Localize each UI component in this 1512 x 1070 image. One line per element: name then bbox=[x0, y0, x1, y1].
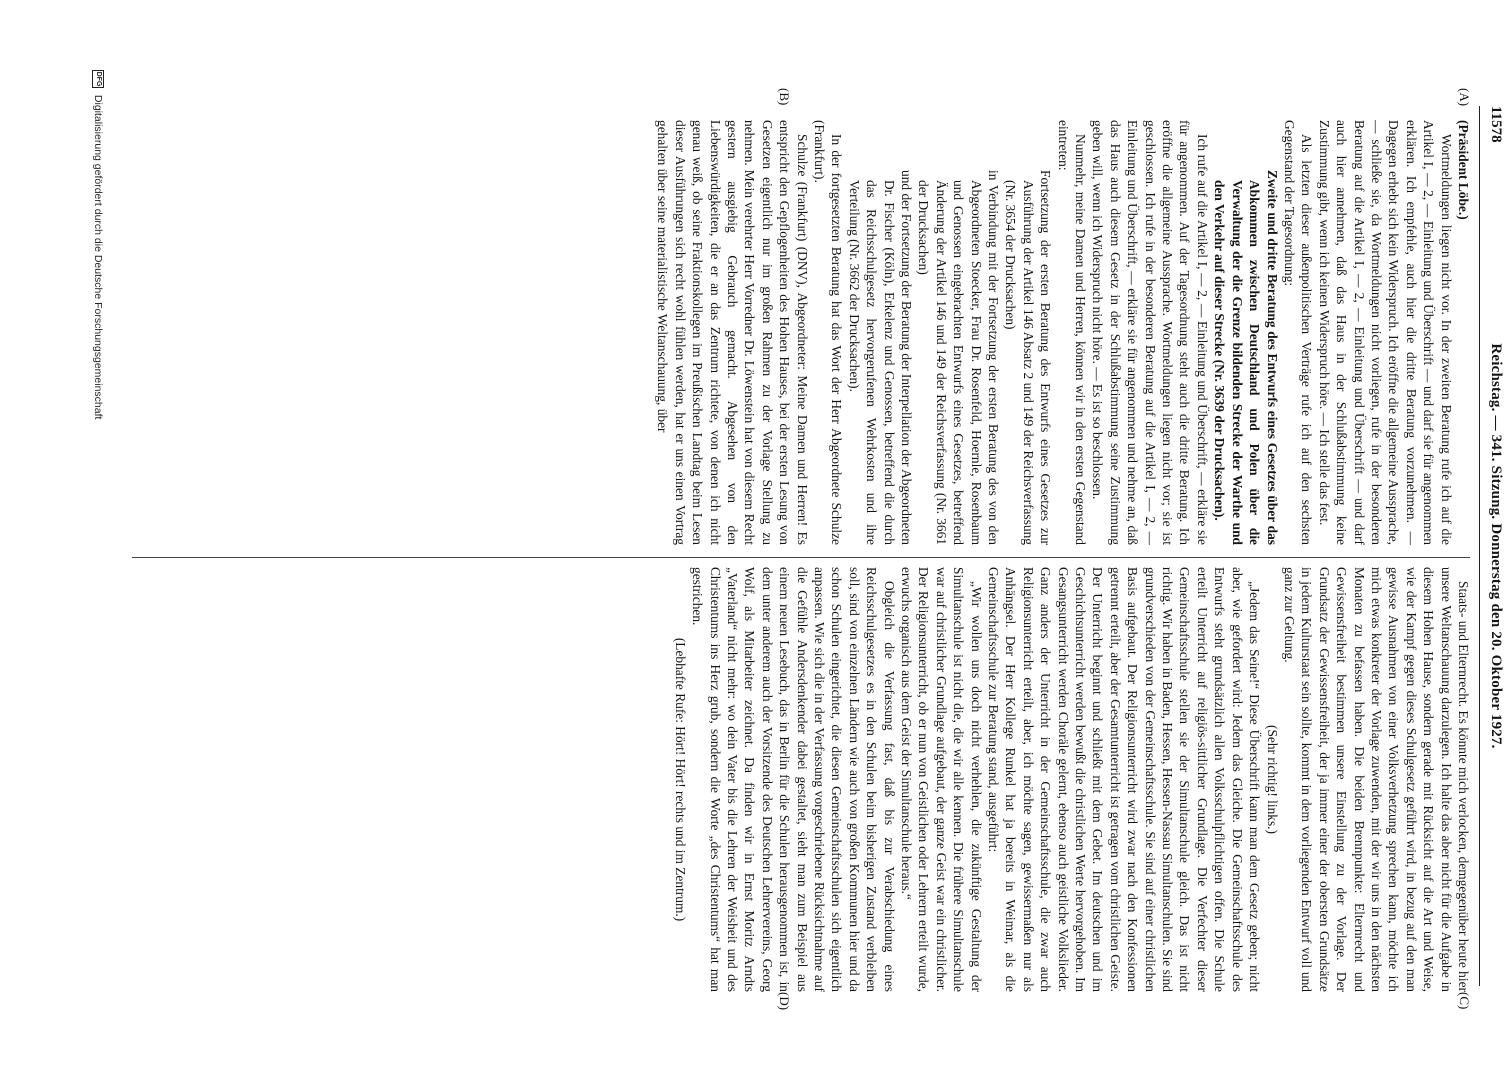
paragraph: in Verbindung mit der Fortsetzung der ersten Beratung des von den Abgeordneten Stoecker, Frau Dr. Rosenfeld, Hoernle, Rosenbaum und Genossen eingebrachten Entwurfs eines Gesetzes, betreffend Änderung der Artikel 146 und 149 der Reichsverfassung (Nr. 3661 der Drucksachen) bbox=[916, 170, 1002, 545]
margin-marker-b: (B) bbox=[777, 88, 792, 106]
scanned-page bbox=[78, 70, 1512, 1070]
left-text-column bbox=[654, 120, 1472, 545]
page-header bbox=[1482, 106, 1508, 986]
header-rule bbox=[1479, 106, 1480, 986]
paragraph: Schulze (Frankfurt) (DNV), Abgeordneter: Meine Damen und Herren! Es entspricht den Gepflogenheiten des Hohen Hauses, bei der ersten Lesung von Gesetzen eigentlich nur im großen Rahmen zu der Vorlage Stellung zu nehmen. Mein verehrter Herr Vorredner Dr. Löwenstein hat von diesem Recht gestern ausgiebig Gebrauch gemacht. Abgesehen von den Liebenswürdigkeiten, die er an das Zentrum richtete, von denen ich nicht genau weiß, ob seine Fraktionskollegen im Preußischen Landtag beim Lesen dieser Ausführungen sich recht wohl fühlen werden, hat er uns einen Vortrag gehalten über seine materialistische Weltanschauung, über bbox=[655, 120, 810, 545]
paragraph: „Jedem das Seine!“ Diese Überschrift kann man dem Gesetz geben; nicht aber, wie gefordert wird: Jedem das Gleiche. Die Gemeinschaftsschule des Entwurfs steht grundsätzlich allen Volksschulpflichtigen offen. Die Schule erteilt Unterricht auf religiös-sittlicher Grundlage. Die Verfechter dieser Gemeinschaftsschule stellen sie der Simultanschule gleich. Das ist nicht richtig. Wir haben in Baden, Hessen, Hessen-Nassau Simultanschulen. Sie sind grundverschieden von der Gemeinschaftsschule. Sie sind auf einer christlichen Basis aufgebaut. Der Religionsunterricht wird zwar nach den Konfessionen getrennt erteilt, aber der Gesamtunterricht ist getragen vom christlichen Geiste. Der Unterricht beginnt und schließt mit dem Gebet. Im deutschen und im Geschichtsunterricht werden bewußt die christlichen Werte hervorgehoben. Im Gesangsunterricht werden Choräle gelernt, ebenso auch geistliche Volkslieder. Ganz anders der Unterricht in der Gemeinschaftsschule, die zwar auch Religionsunterricht erteilt, aber, ich möchte sagen, gewissermaßen nur als Anhängsel. Der Herr Kollege Runkel hat ja bereits in Weimar, als die Gemeinschaftsschule zur Beratung stand, ausgeführt: bbox=[986, 567, 1263, 992]
paragraph: „Wir wollen uns doch nicht verhehlen, die zukünftige Gestaltung der Simultanschule ist nicht die, die wir alle kennen. Die frühere Simultanschule war auf christlicher Grundlage aufgebaut, der ganze Geist war ein christlicher. Der Religionsunterricht, ob er nun von Geistlichen oder Lehrern erteilt wurde, erwuchs organisch aus dem Geist der Simultanschule heraus.“ bbox=[899, 567, 984, 992]
paragraph: (Lebhafte Rufe: Hört! Hört! rechts und im Zentrum.) bbox=[672, 637, 688, 922]
page-number: 11578 bbox=[1488, 106, 1504, 143]
credit-text: Digitalisierung gefördert durch die Deutsche Forschungsgemeinschaft bbox=[92, 94, 104, 420]
margin-marker-a: (A) bbox=[1457, 88, 1472, 107]
paragraph: In der fortgesetzten Beratung hat das Wort der Herr Abgeordnete Schulze (Frankfurt). bbox=[811, 120, 845, 545]
paragraph: (Sehr richtig! links.) bbox=[1264, 725, 1280, 834]
dfg-logo: DFG bbox=[92, 70, 104, 88]
paragraph: Fortsetzung der ersten Beratung des Entwurfs eines Gesetzes zur Ausführung der Artikel 146 Absatz 2 und 149 der Reichsverfassung (Nr. 3654 der Drucksachen) bbox=[1003, 170, 1054, 545]
paragraph: Wortmeldungen liegen nicht vor. In der zweiten Beratung rufe ich auf die Artikel I, — 2, — Einleitung und Überschrift — und darf sie für angenommen erklären. Ich empfehle, auch hier die dritte Beratung vorzunehmen. — Dagegen erhebt sich kein Widerspruch. Ich eröffne die allgemeine Aussprache, — schließe sie, da Wortmeldungen nicht vorliegen, rufe in der besonderen Beratung auf die Artikel I, — 2, — Einleitung und Überschrift — und darf auch hier annehmen, daß das Haus in der Schlußabstimmung keine Zustimmung gibt, wenn ich keinen Widerspruch höre. — Ich stelle das fest. bbox=[1316, 120, 1454, 545]
right-text-column bbox=[671, 567, 1472, 992]
paragraph: Ich rufe auf die Artikel I, — 2, — Einleitung und Überschrift, — erkläre sie für angenommen. Auf der Tagesordnung steht auch die dritte Beratung. Ich eröffne die allgemeine Aussprache. Wortmeldungen liegen nicht vor; sie ist geschlossen. Ich rufe in der besonderen Beratung auf die Artikel I, — 2, — Einleitung und Überschrift, — erkläre sie für angenommen und nehme an, daß das Haus auch diesem Gesetz in der Schlußabstimmung seine Zustimmung geben will, wenn ich Widerspruch nicht höre. — Es ist so beschlossen. bbox=[1090, 120, 1210, 545]
running-title: Reichstag. — 341. Sitzung. Donnerstag den 20. Oktober 1927. bbox=[1488, 343, 1504, 749]
digitization-credit bbox=[92, 70, 104, 1050]
paragraph: (Präsident Löbe.) bbox=[1456, 120, 1471, 220]
column-separator bbox=[132, 557, 1470, 558]
paragraph: Als letzten dieser außenpolitischen Verträge rufe ich auf den sechsten Gegenstand der Tagesordnung: bbox=[1281, 120, 1315, 545]
paragraph: Obgleich die Verfassung fast, daß bis zur Verabschiedung eines Reichsschulgesetzes es in den Schulen beim bisherigen Zustand verbleiben soll, sind von einzelnen Ländern wie auch von großen Kommunen hier und da schon Schulen eingerichtet, die diesen Gemeinschaftsschulen sich eigentlich anpassen. Wie sich die in der Verfassung vorgeschriebene Rücksichtnahme auf die Gefühle Andersdenkender dabei gestaltet, sieht man zum Beispiel aus einem neuen Lesebuch, das in Berlin für die Schulen herausgenommen ist, in dem unter anderem auch der Vorsitzende des Deutschen Lehrervereins, Georg Wolf, als Mitarbeiter zeichnet. Da finden wir in Ernst Moritz Arndts „Vaterland“ nicht mehr: wo dein Vater bis die Lehren der Weisheit und des Christentums ins Herz grub, sondern die Worte „des Christentums“ hat man gestrichen. bbox=[690, 567, 897, 992]
paragraph: Staats- und Elternrecht. Es könnte mich verlocken, demgegenüber heute hier unsere Weltanschauung darzulegen. Ich halte das aber nicht für die Aufgabe in diesem Hohen Hause, sondern gerade mit Rücksicht auf die Art und Weise, wie der Kampf gegen dieses Schulgesetz geführt wird, in bezug auf den man gewisse Ausnahmen von einer Volksverhetzung sprechen kann, möchte ich mich etwas konkreter der Vorlage zuwenden, mit der wir uns in den nächsten Monaten zu befassen haben. Die beiden Brennpunkte: Elternrecht und Gewissensfreiheit bestimmen unsere Einstellung zu der Vorlage. Der Grundsatz der Gewissensfreiheit, der ja immer einer der obersten Grundsätze in jedem Kulturstaat sein sollte, kommt in dem vorliegenden Entwurf voll und ganz zur Geltung. bbox=[1281, 567, 1471, 992]
margin-marker-c: (C) bbox=[1457, 992, 1472, 1010]
paragraph: Nunmehr, meine Damen und Herren, können wir in den ersten Gegenstand eintreten: bbox=[1055, 120, 1089, 545]
paragraph: und der Fortsetzung der Beratung der Interpellation der Abgeordneten Dr. Fischer (Köln), Erkelenz und Genossen, betreffend die durch das Reichsschulgesetz hervorgerufenen Wehrkosten und ihre Verteilung (Nr. 3662 der Drucksachen). bbox=[846, 170, 914, 545]
paragraph: Zweite und dritte Beratung des Entwurfs eines Gesetzes über das Abkommen zwischen Deutschland und Polen über die Verwaltung der die Grenze bildenden Strecke der Warthe und den Verkehr auf dieser Strecke (Nr. 3639 der Drucksachen). bbox=[1212, 170, 1280, 545]
margin-marker-d: (D) bbox=[777, 992, 792, 1011]
